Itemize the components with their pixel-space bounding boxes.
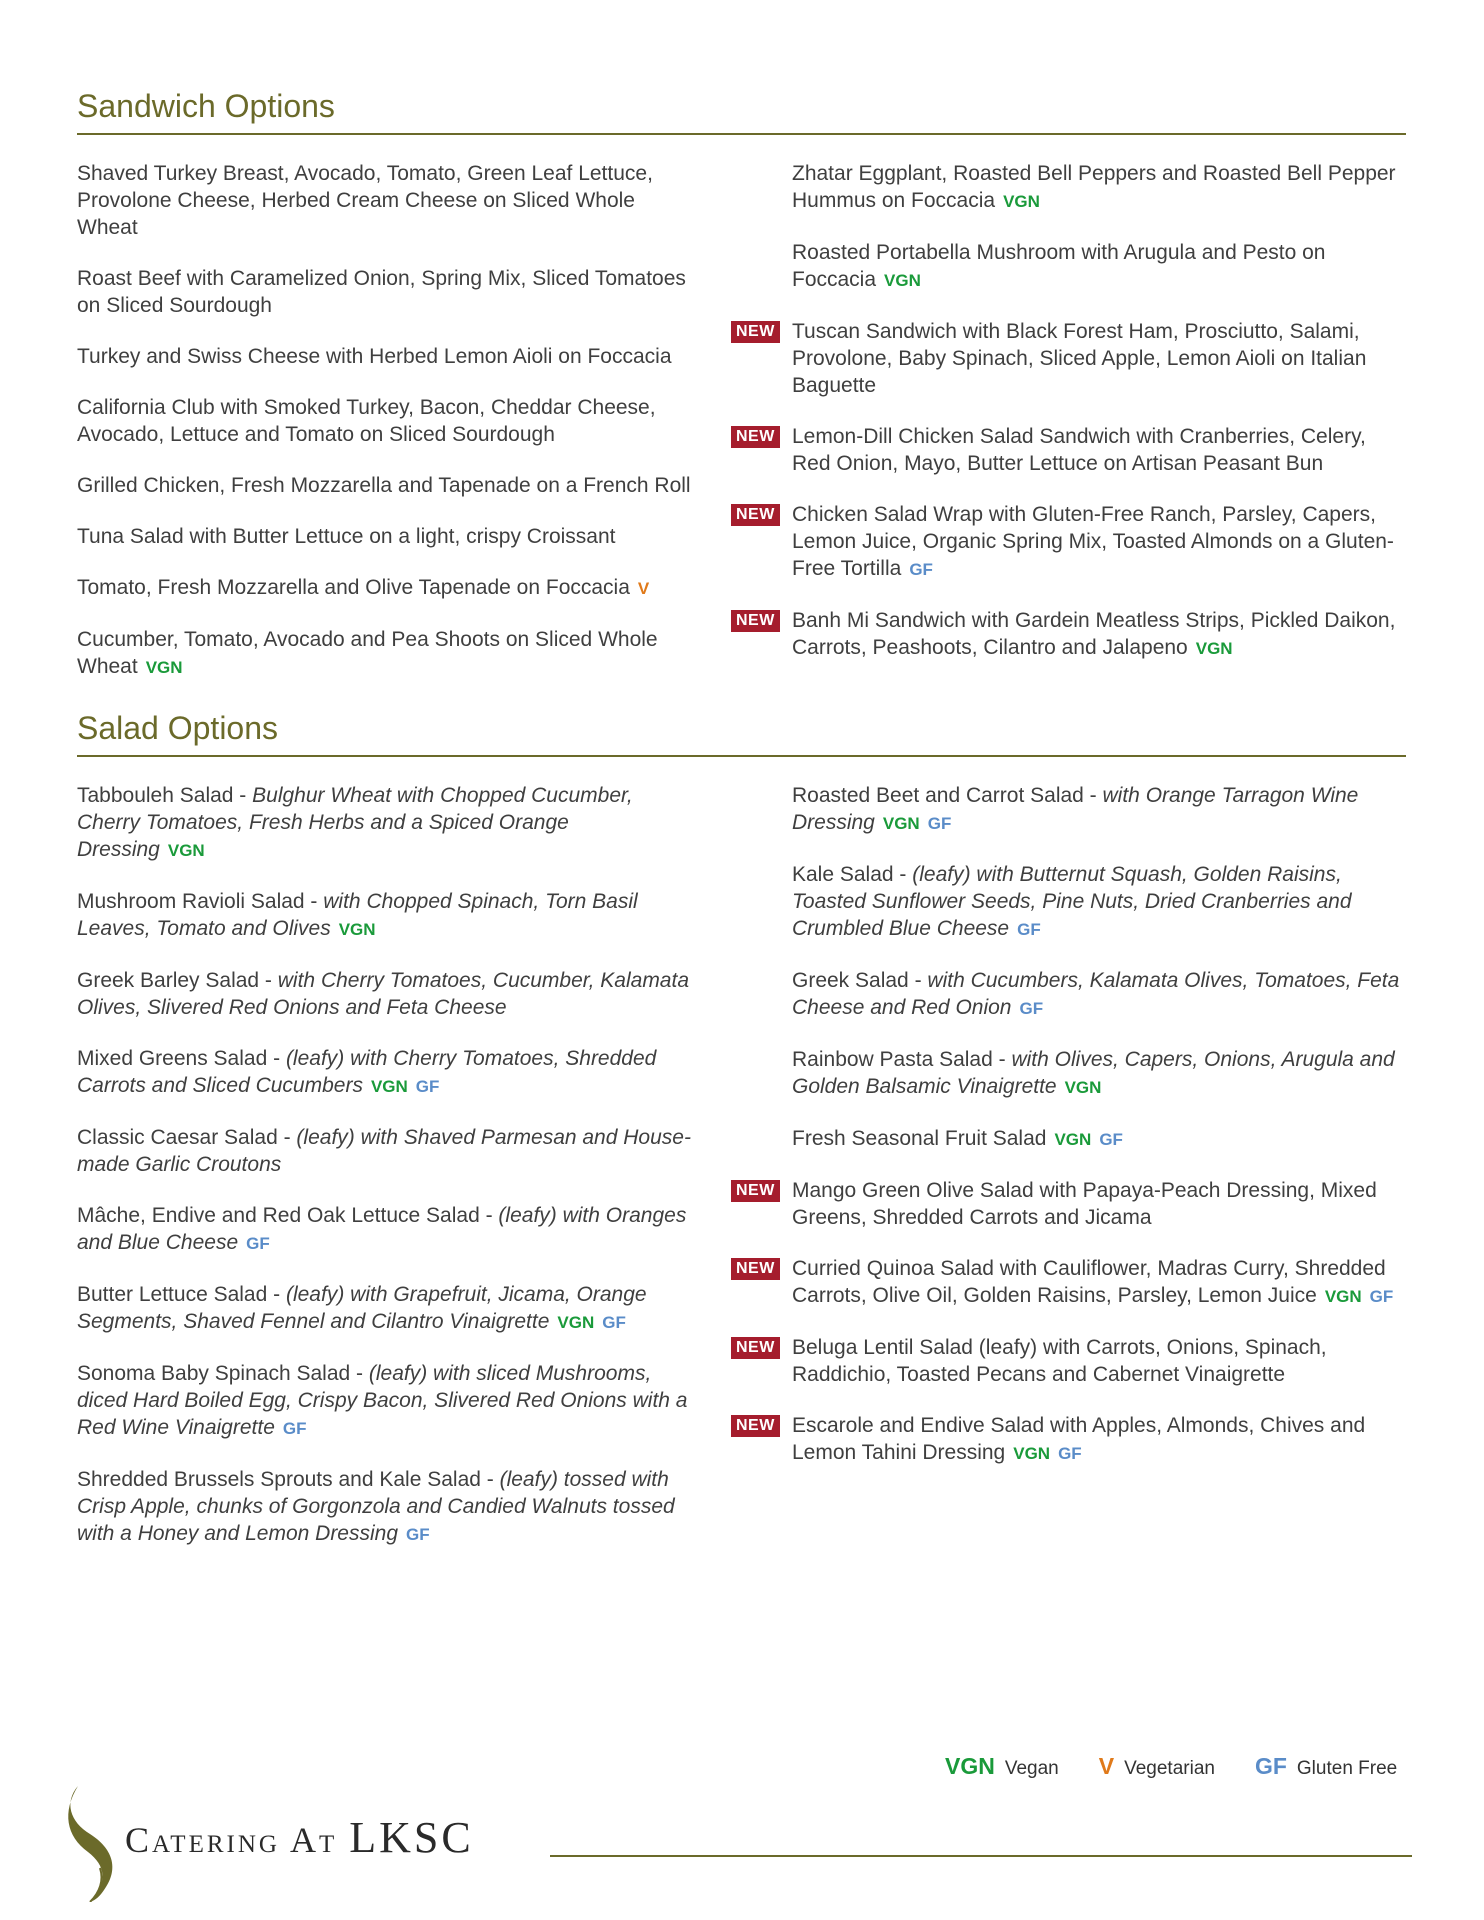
diet-tag-vgn: VGN <box>1003 192 1040 211</box>
diet-tag-gf: GF <box>282 1419 307 1438</box>
item-name: Turkey and Swiss Cheese with Herbed Lemon Aioli on Foccacia <box>77 345 672 368</box>
new-badge: NEW <box>731 1337 780 1359</box>
item-name: Roasted Portabella Mushroom with Arugula and Pesto on Foccacia <box>792 241 1326 291</box>
menu-item <box>77 1045 697 1100</box>
item-description: with Orange Tarragon Wine Dressing <box>792 784 1359 834</box>
sandwich-left-column <box>77 160 697 705</box>
item-name: Tuna Salad with Butter Lettuce on a light, crispy Croissant <box>77 525 616 548</box>
menu-item <box>77 1281 697 1336</box>
menu-item <box>792 1125 1406 1153</box>
diet-tag-vgn: VGN <box>145 658 183 677</box>
diet-tag-gf: GF <box>909 560 933 579</box>
diet-tag-vgn: VGN <box>1013 1444 1051 1463</box>
menu-item <box>736 1255 1406 1310</box>
diet-tag-vgn: VGN <box>1054 1130 1092 1149</box>
new-badge: NEW <box>731 1258 780 1280</box>
diet-tag-gf: GF <box>1019 999 1044 1018</box>
menu-item <box>77 574 697 602</box>
diet-legend <box>945 1753 1397 1780</box>
menu-item <box>792 782 1406 837</box>
item-name: Greek Barley Salad - <box>77 969 278 992</box>
item-description: (leafy) with Cherry Tomatoes, Shredded Carrots and Sliced Cucumbers <box>77 1047 657 1097</box>
salad-right-column <box>736 782 1406 1491</box>
legend-item <box>945 1753 1059 1780</box>
new-badge: NEW <box>731 321 780 343</box>
diet-tag-gf: GF <box>602 1313 626 1332</box>
menu-item <box>736 1177 1406 1231</box>
item-description: (leafy) with Butternut Squash, Golden Raisins, Toasted Sunflower Seeds, Pine Nuts, Dried Cranberries and Crumbled Blue Cheese <box>792 863 1352 940</box>
legend-label: Gluten Free <box>1296 1758 1398 1779</box>
item-name: California Club with Smoked Turkey, Bacon, Cheddar Cheese, Avocado, Lettuce and Tomato on Sliced Sourdough <box>77 396 656 446</box>
menu-item <box>792 861 1406 943</box>
item-name: Curried Quinoa Salad with Cauliflower, Madras Curry, Shredded Carrots, Olive Oil, Golden Raisins, Parsley, Lemon Juice <box>792 1257 1386 1307</box>
item-description: (leafy) with Shaved Parmesan and House-made Garlic Croutons <box>77 1126 691 1176</box>
menu-item <box>792 160 1406 215</box>
diet-tag-vgn: VGN <box>167 841 205 860</box>
item-name: Tomato, Fresh Mozzarella and Olive Tapenade on Foccacia <box>77 576 630 599</box>
legend-item <box>1255 1753 1397 1780</box>
menu-item <box>736 1412 1406 1467</box>
item-name: Mixed Greens Salad - <box>77 1047 286 1070</box>
legend-code: V <box>1098 1753 1115 1779</box>
item-name: Shaved Turkey Breast, Avocado, Tomato, Green Leaf Lettuce, Provolone Cheese, Herbed Cream Cheese on Sliced Whole Wheat <box>77 162 653 239</box>
item-name: Zhatar Eggplant, Roasted Bell Peppers and Roasted Bell Pepper Hummus on Foccacia <box>792 162 1396 212</box>
item-name: Lemon-Dill Chicken Salad Sandwich with Cranberries, Celery, Red Onion, Mayo, Butter Lettuce on Artisan Peasant Bun <box>792 425 1366 475</box>
brand-catering-at: Catering At <box>125 1820 338 1860</box>
salad-heading: Salad Options <box>77 710 1406 757</box>
diet-tag-vgn: VGN <box>1324 1287 1362 1306</box>
legend-label: Vegetarian <box>1124 1758 1215 1779</box>
diet-tag-gf: GF <box>406 1525 430 1544</box>
item-name: Beluga Lentil Salad (leafy) with Carrots, Onions, Spinach, Raddichio, Toasted Pecans and Cabernet Vinaigrette <box>792 1336 1327 1386</box>
item-description: with Chopped Spinach, Torn Basil Leaves, Tomato and Olives <box>77 890 638 940</box>
item-description: (leafy) tossed with Crisp Apple, chunks of Gorgonzola and Candied Walnuts tossed with a Honey and Lemon Dressing <box>77 1468 675 1545</box>
menu-item <box>77 160 697 241</box>
diet-tag-vgn: VGN <box>338 920 376 939</box>
menu-item <box>77 523 697 550</box>
menu-item <box>77 1124 697 1178</box>
diet-tag-vgn: VGN <box>1064 1078 1102 1097</box>
item-description: (leafy) with Oranges and Blue Cheese <box>77 1204 687 1254</box>
menu-item <box>736 501 1406 583</box>
diet-tag-gf: GF <box>415 1077 440 1096</box>
menu-item <box>77 265 697 319</box>
new-badge: NEW <box>731 1415 780 1437</box>
menu-item <box>77 1360 697 1442</box>
menu-item <box>736 607 1406 662</box>
menu-item <box>792 239 1406 294</box>
new-badge: NEW <box>731 610 780 632</box>
menu-item <box>77 1466 697 1548</box>
item-name: Tuscan Sandwich with Black Forest Ham, Prosciutto, Salami, Provolone, Baby Spinach, Sliced Apple, Lemon Aioli on Italian Baguette <box>792 320 1367 397</box>
legend-item <box>1099 1753 1215 1780</box>
menu-item <box>77 888 697 943</box>
diet-tag-vgn: VGN <box>882 814 920 833</box>
menu-item <box>736 1334 1406 1388</box>
legend-label: Vegan <box>1004 1758 1059 1779</box>
menu-item <box>77 782 697 864</box>
new-badge: NEW <box>731 1180 780 1202</box>
item-name: Fresh Seasonal Fruit Salad <box>792 1127 1047 1150</box>
item-name: Kale Salad - <box>792 863 913 886</box>
diet-tag-vgn: VGN <box>557 1313 595 1332</box>
sandwich-right-column <box>736 160 1406 686</box>
new-badge: NEW <box>731 504 780 526</box>
menu-item <box>77 967 697 1021</box>
item-description: with Olives, Capers, Onions, Arugula and Golden Balsamic Vinaigrette <box>792 1048 1395 1098</box>
item-name: Greek Salad - <box>792 969 928 992</box>
menu-item <box>77 472 697 499</box>
diet-tag-vgn: VGN <box>370 1077 408 1096</box>
item-name: Banh Mi Sandwich with Gardein Meatless Strips, Pickled Daikon, Carrots, Peashoots, Cilantro and Jalapeno <box>792 609 1396 659</box>
diet-tag-gf: GF <box>1369 1287 1394 1306</box>
menu-item <box>792 967 1406 1022</box>
menu-item <box>792 1046 1406 1101</box>
legend-code: GF <box>1254 1753 1287 1779</box>
menu-item <box>736 423 1406 477</box>
menu-item <box>77 626 697 681</box>
diet-tag-v: V <box>637 579 650 598</box>
item-description: with Cherry Tomatoes, Cucumber, Kalamata Olives, Slivered Red Onions and Feta Cheese <box>77 969 689 1019</box>
legend-code: VGN <box>945 1753 995 1779</box>
salad-section <box>77 710 1406 1545</box>
item-name: Tabbouleh Salad - <box>77 784 253 807</box>
item-description: (leafy) with sliced Mushrooms, diced Hard Boiled Egg, Crispy Bacon, Slivered Red Onions with a Red Wine Vinaigrette <box>77 1362 688 1439</box>
footer-rule <box>550 1855 1412 1857</box>
item-name: Roasted Beet and Carrot Salad - <box>792 784 1103 807</box>
item-name: Chicken Salad Wrap with Gluten-Free Ranch, Parsley, Capers, Lemon Juice, Organic Spring Mix, Toasted Almonds on a Gluten-Free Tortilla <box>792 503 1394 580</box>
menu-item <box>77 1202 697 1257</box>
diet-tag-vgn: VGN <box>1195 639 1233 658</box>
item-name: Mushroom Ravioli Salad - <box>77 890 324 913</box>
item-name: Grilled Chicken, Fresh Mozzarella and Tapenade on a French Roll <box>77 474 691 497</box>
menu-item <box>736 318 1406 399</box>
item-description: Bulghur Wheat with Chopped Cucumber, Cherry Tomatoes, Fresh Herbs and a Spiced Orange Dressing <box>77 784 633 861</box>
item-name: Mango Green Olive Salad with Papaya-Peach Dressing, Mixed Greens, Shredded Carrots and Jicama <box>792 1179 1377 1229</box>
item-name: Roast Beef with Caramelized Onion, Spring Mix, Sliced Tomatoes on Sliced Sourdough <box>77 267 686 317</box>
diet-tag-gf: GF <box>1099 1130 1123 1149</box>
diet-tag-vgn: VGN <box>884 271 921 290</box>
item-name: Shredded Brussels Sprouts and Kale Salad - <box>77 1468 500 1491</box>
item-name: Classic Caesar Salad - <box>77 1126 297 1149</box>
item-description: (leafy) with Grapefruit, Jicama, Orange Segments, Shaved Fennel and Cilantro Vinaigrette <box>77 1283 647 1333</box>
item-name: Mâche, Endive and Red Oak Lettuce Salad - <box>77 1204 499 1227</box>
item-name: Rainbow Pasta Salad - <box>792 1048 1012 1071</box>
sandwich-heading: Sandwich Options <box>77 88 1406 135</box>
menu-item <box>77 343 697 370</box>
item-name: Butter Lettuce Salad - <box>77 1283 286 1306</box>
diet-tag-gf: GF <box>1017 920 1041 939</box>
menu-item <box>77 394 697 448</box>
item-description: with Cucumbers, Kalamata Olives, Tomatoes, Feta Cheese and Red Onion <box>792 969 1400 1019</box>
brand-lksc: LKSC <box>349 1813 474 1862</box>
new-badge: NEW <box>731 426 780 448</box>
sandwich-section <box>77 88 1406 678</box>
item-name: Cucumber, Tomato, Avocado and Pea Shoots on Sliced Whole Wheat <box>77 628 658 678</box>
diet-tag-gf: GF <box>246 1234 270 1253</box>
diet-tag-gf: GF <box>927 814 952 833</box>
diet-tag-gf: GF <box>1058 1444 1082 1463</box>
item-name: Escarole and Endive Salad with Apples, Almonds, Chives and Lemon Tahini Dressing <box>792 1414 1366 1464</box>
item-name: Sonoma Baby Spinach Salad - <box>77 1362 369 1385</box>
salad-left-column <box>77 782 697 1572</box>
brand-wordmark <box>125 1812 474 1863</box>
